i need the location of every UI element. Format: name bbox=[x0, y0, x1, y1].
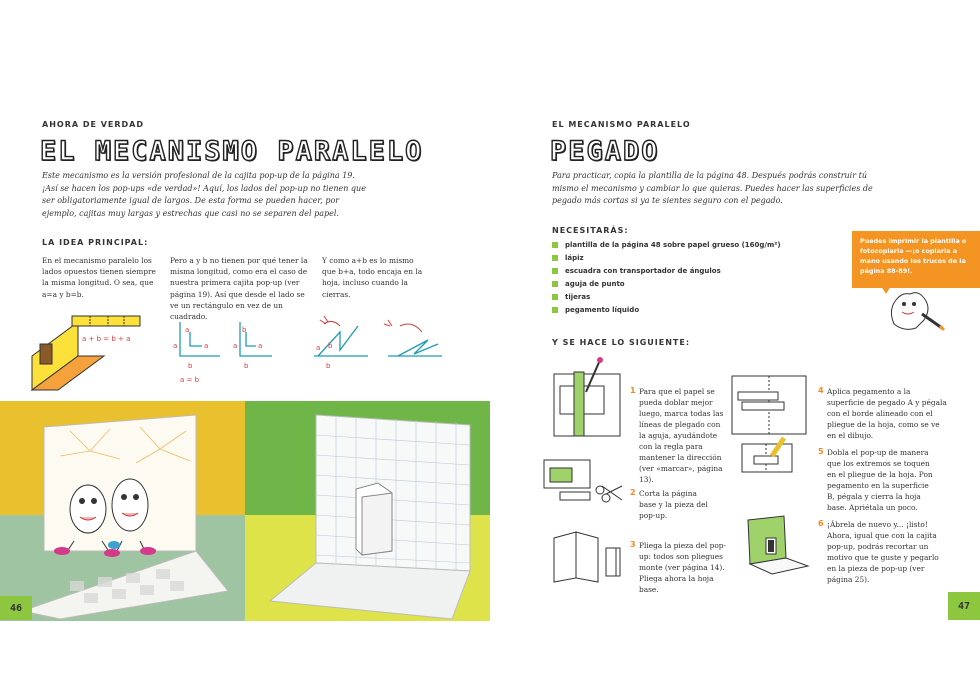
section-heading-idea: LA IDEA PRINCIPAL: bbox=[42, 238, 149, 247]
right-page-number: 47 bbox=[948, 592, 980, 620]
idea-diagrams bbox=[28, 310, 468, 392]
step-text: ¡Ábrela de nuevo y... ¡listo! Ahora, igual que con la cajita pop-up, podrás recortar un motivo que te guste y pegarlo en la pieza de pop-up (ver página 25). bbox=[827, 520, 939, 584]
idea-col-3: Y como a+b es lo mismo que b+a, todo encaja en la hoja, incluso cuando la cierras. bbox=[322, 256, 423, 299]
step-number: 3 bbox=[630, 540, 636, 549]
step4-illustration bbox=[732, 376, 806, 434]
fold-arrows bbox=[320, 316, 422, 332]
step-text: Corta la página base y la pieza del pop-up. bbox=[639, 489, 708, 520]
needs-list bbox=[552, 238, 852, 316]
popup-card-diagram bbox=[32, 316, 140, 390]
needs-item: plantilla de la página 48 sobre papel grueso (160g/m²) bbox=[552, 238, 852, 251]
label-b-2: b bbox=[242, 326, 247, 334]
right-page-title: PEGADO bbox=[550, 136, 660, 167]
left-page-title: EL MECANISMO PARALELO bbox=[40, 136, 424, 167]
idea-col-1: En el mecanismo paralelo los lados opuestos tienen siempre la misma longitud. O sea, que a=a y b=b. bbox=[42, 256, 156, 299]
label-b-4: b bbox=[328, 342, 333, 350]
label-a-4: a bbox=[233, 342, 238, 350]
needs-item: lápiz bbox=[552, 251, 852, 264]
step-text: Aplica pegamento a la superficie de pegado A y pégala con el borde alineado con el pliegue de la hoja, como se ve en el dibujo. bbox=[827, 387, 947, 440]
needs-heading: NECESITARÁS: bbox=[552, 226, 629, 235]
monster-popup-photo bbox=[22, 415, 228, 619]
grid-popup-photo bbox=[270, 415, 470, 619]
step5-illustration bbox=[742, 438, 792, 472]
step-text: Para que el papel se pueda doblar mejor luego, marca todas las líneas de plegado con la aguja, ayudándote con la regla para mantener la dirección (ver «marcar», página 13). bbox=[639, 387, 724, 484]
right-kicker: EL MECANISMO PARALELO bbox=[552, 120, 691, 129]
left-page-number: 46 bbox=[0, 596, 32, 620]
steps-heading: Y SE HACE LO SIGUIENTE: bbox=[552, 338, 691, 347]
step-number: 2 bbox=[630, 488, 636, 497]
needs-item: escuadra con transportador de ángulos bbox=[552, 264, 852, 277]
step-text: Dobla el pop-up de manera que los extremos se toquen en el pliegue de la hoja. Pon pegamento en la superficie B, pégala y cierra la hoja base. Apriétala un poco. bbox=[827, 448, 933, 512]
left-intro: Este mecanismo es la versión profesional de la cajita pop-up de la página 19. ¡Así se hacen los pop-ups «de verdad»! Aquí, los lados del pop-up no tienen que ser obligatoriamente igual de largos. De esta forma se pueden hacer, por ejemplo, cajitas muy largas y estrechas que casi no se separen del papel. bbox=[42, 171, 366, 218]
step-number: 6 bbox=[818, 519, 824, 528]
idea-col-2: Pero a y b no tienen por qué tener la misma longitud, como era el caso de nuestra primera cajita pop-up (ver página 19). Así que desde el lado se ve un rectángulo en vez de un cuadrado. bbox=[170, 256, 308, 322]
fold-diagram bbox=[314, 326, 442, 356]
label-eq2: a = b bbox=[180, 376, 200, 384]
label-a-5: a bbox=[258, 342, 263, 350]
needs-item: pegamento líquido bbox=[552, 303, 852, 316]
step3-illustration bbox=[554, 532, 620, 582]
step2-illustration bbox=[544, 460, 622, 502]
label-a-6: a bbox=[316, 344, 321, 352]
step1-illustration bbox=[554, 357, 620, 436]
step-number: 5 bbox=[818, 447, 824, 456]
label-b-3: b bbox=[244, 362, 249, 370]
popup-photos bbox=[0, 401, 490, 621]
right-angle-diagram bbox=[180, 322, 272, 356]
step-number: 4 bbox=[818, 386, 824, 395]
step6-illustration bbox=[748, 516, 808, 574]
right-intro: Para practicar, copia la plantilla de la página 48. Después podrás construir tú mismo el mecanismo y cambiar lo que quieras. Puedes hacer las superficies de pegado más cortas si ya te sientes seguro con el pegado. bbox=[552, 171, 873, 205]
label-eq1: a + b = b + a bbox=[82, 335, 131, 343]
step-number: 1 bbox=[630, 386, 636, 395]
tip-text: Puedes imprimir la plantilla o fotocopiarla —¡o copiarla a mano usando los trucos de la página 88-89!. bbox=[860, 237, 967, 275]
needs-item: aguja de punto bbox=[552, 277, 852, 290]
label-a-3: a bbox=[204, 342, 209, 350]
label-a-2: a bbox=[173, 342, 178, 350]
hand-character-icon bbox=[870, 284, 950, 334]
label-b-5: b bbox=[326, 362, 331, 370]
needs-item: tijeras bbox=[552, 290, 852, 303]
tip-box bbox=[852, 231, 980, 288]
label-a-1: a bbox=[185, 326, 190, 334]
step-text: Pliega la pieza del pop-up: todos son pliegues monte (ver página 14). Pliega ahora la hoja base. bbox=[639, 541, 727, 594]
left-kicker: AHORA DE VERDAD bbox=[42, 120, 145, 129]
label-b-1: b bbox=[188, 362, 193, 370]
